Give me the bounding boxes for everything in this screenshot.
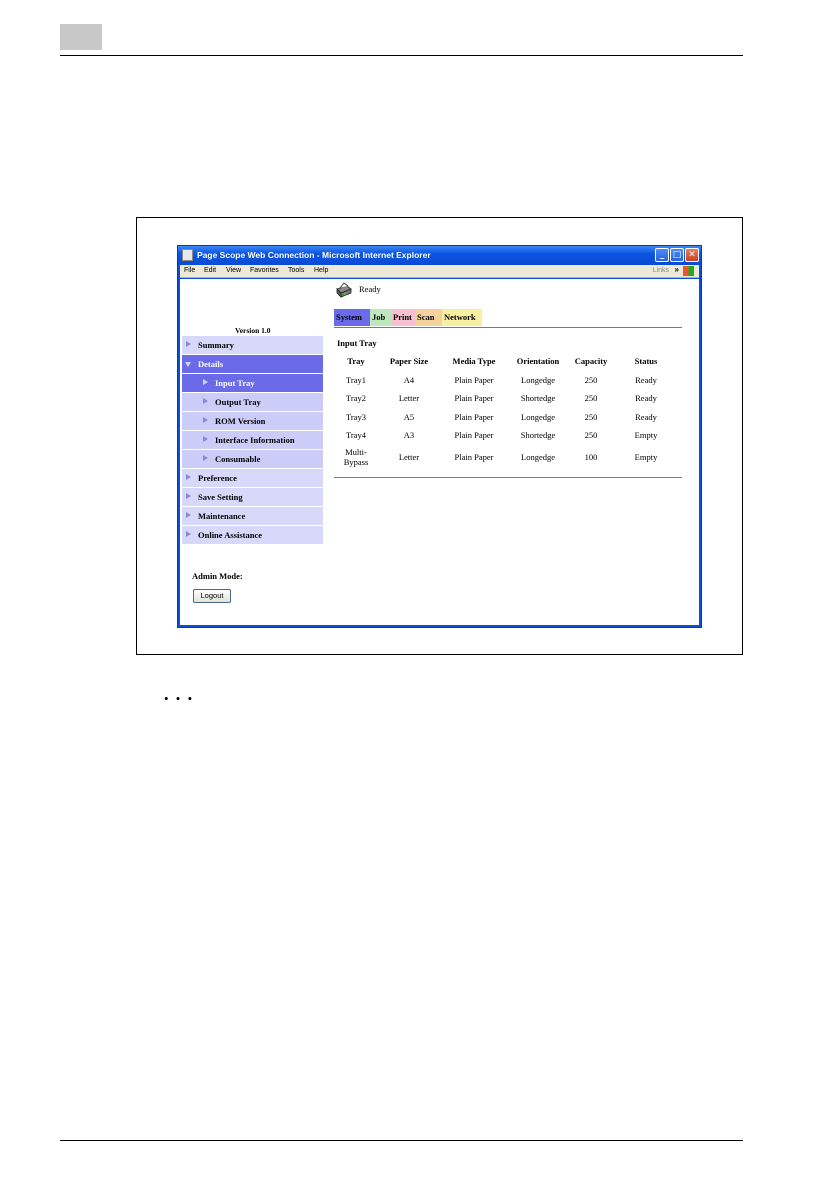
sidebar-item-save-setting[interactable]	[182, 488, 323, 507]
table-row	[334, 389, 682, 408]
maximize-button[interactable]: □	[670, 248, 684, 262]
sidebar-item-label: Consumable	[215, 454, 261, 464]
close-button[interactable]: ✕	[685, 248, 699, 262]
table-cell: Tray4	[346, 430, 366, 440]
menu-bar	[180, 265, 699, 278]
table-cell: Plain Paper	[454, 393, 494, 403]
table-cell: Tray3	[346, 411, 366, 422]
sidebar-item-output-tray[interactable]	[182, 393, 323, 412]
sidebar-item-label: Summary	[198, 340, 234, 350]
table-cell: Letter	[398, 393, 420, 403]
chevron-right-icon[interactable]: »	[674, 265, 679, 274]
table-row	[334, 408, 682, 427]
table-cell: Plain Paper	[454, 374, 494, 385]
arrow-right-icon	[186, 493, 191, 499]
sidebar-item-label: Input Tray	[215, 378, 255, 388]
printer-icon	[335, 282, 352, 298]
table-row	[334, 426, 682, 445]
sidebar-item-input-tray[interactable]	[182, 374, 323, 393]
menu-file[interactable]: File	[184, 267, 196, 274]
note-marker: • • •	[164, 691, 195, 706]
column-header: Capacity	[574, 356, 608, 366]
table-cell: Multi- Bypass	[343, 446, 369, 467]
menu-edit[interactable]: Edit	[204, 267, 217, 274]
arrow-right-icon	[203, 455, 208, 461]
table-cell: A3	[403, 430, 415, 440]
page-number-tab	[60, 24, 102, 50]
table-cell: 250	[584, 411, 598, 422]
tab-scan[interactable]: Scan	[415, 309, 442, 326]
table-cell: A5	[403, 411, 415, 422]
table-cell: 250	[584, 393, 598, 403]
menu-favorites[interactable]: Favorites	[250, 267, 279, 274]
column-header: Orientation	[516, 356, 560, 366]
table-bottom-rule	[334, 477, 682, 478]
sidebar-item-label: Interface Information	[215, 435, 295, 445]
sidebar-item-label: Online Assistance	[198, 530, 262, 540]
column-header: Status	[634, 356, 658, 366]
tab-print[interactable]: Print	[391, 309, 415, 326]
menu-view[interactable]: View	[226, 267, 242, 274]
sidebar-item-label: Preference	[198, 473, 237, 483]
table-cell: Shortedge	[520, 430, 556, 440]
sidebar-item-label: Details	[198, 359, 224, 369]
input-tray-table	[334, 352, 682, 473]
sidebar-item-label: Maintenance	[198, 511, 246, 521]
printer-status: Ready	[359, 284, 381, 294]
column-header: Media Type	[452, 356, 496, 366]
footer-rule	[60, 1140, 743, 1141]
table-cell: Plain Paper	[454, 411, 494, 422]
ie-page-icon	[182, 249, 193, 261]
tab-job[interactable]: Job	[370, 309, 391, 326]
sidebar-item-maintenance[interactable]	[182, 507, 323, 526]
table-row	[334, 445, 682, 473]
tab-network[interactable]: Network	[442, 309, 482, 326]
table-cell: Plain Paper	[454, 430, 494, 440]
table-cell: Longedge	[521, 451, 555, 462]
arrow-down-icon	[185, 362, 191, 367]
sidebar-item-rom-version[interactable]	[182, 412, 323, 431]
table-cell: 100	[584, 451, 598, 462]
column-header: Paper Size	[389, 356, 429, 366]
arrow-right-icon	[203, 398, 208, 404]
table-cell: Tray1	[346, 374, 366, 385]
minimize-button[interactable]: _	[655, 248, 669, 262]
arrow-right-icon	[203, 417, 208, 423]
sidebar-item-label: Output Tray	[215, 397, 261, 407]
section-title: Input Tray	[337, 338, 377, 348]
logout-button[interactable]: Logout	[193, 589, 231, 603]
table-cell: 250	[584, 374, 598, 385]
arrow-right-icon	[186, 474, 191, 480]
sidebar-item-interface-information[interactable]	[182, 431, 323, 450]
sidebar-item-details[interactable]	[182, 355, 323, 374]
sidebar-item-label: Save Setting	[198, 492, 243, 502]
browser-window	[177, 245, 702, 628]
windows-logo-icon	[683, 266, 694, 276]
version-label: Version 1.0	[235, 326, 271, 335]
table-cell: Letter	[398, 451, 420, 462]
arrow-right-icon	[186, 512, 191, 518]
table-cell: Longedge	[521, 411, 555, 422]
header-rule	[60, 55, 743, 56]
sidebar-item-consumable[interactable]	[182, 450, 323, 469]
arrow-right-icon	[186, 341, 191, 347]
table-cell: Empty	[634, 451, 658, 462]
table-row	[334, 371, 682, 390]
table-cell: Tray2	[346, 393, 366, 403]
table-cell: A4	[403, 374, 415, 385]
sidebar-item-label: ROM Version	[215, 416, 266, 426]
title-bar[interactable]	[178, 246, 701, 265]
tab-divider	[334, 327, 682, 328]
arrow-right-icon	[186, 531, 191, 537]
sidebar-item-summary[interactable]	[182, 336, 323, 355]
menu-help[interactable]: Help	[314, 267, 329, 274]
table-header-row	[334, 352, 682, 371]
table-cell: Longedge	[521, 374, 555, 385]
table-cell: Ready	[635, 411, 657, 422]
table-cell: 250	[584, 430, 598, 440]
sidebar-item-preference[interactable]	[182, 469, 323, 488]
table-cell: Plain Paper	[454, 451, 494, 462]
sidebar	[182, 336, 323, 545]
menu-tools[interactable]: Tools	[288, 267, 305, 274]
arrow-right-icon	[203, 379, 208, 385]
table-cell: Ready	[635, 393, 657, 403]
window-title: Page Scope Web Connection - Microsoft Internet Explorer	[197, 250, 431, 260]
links-toolbar[interactable]: Links	[652, 267, 669, 274]
sidebar-item-online-assistance[interactable]	[182, 526, 323, 545]
table-cell: Empty	[634, 430, 658, 440]
table-cell: Ready	[635, 374, 657, 385]
page-content	[180, 279, 699, 625]
arrow-right-icon	[203, 436, 208, 442]
table-cell: Shortedge	[520, 393, 556, 403]
tab-system[interactable]: System	[334, 309, 370, 326]
column-header: Tray	[347, 356, 365, 366]
admin-mode-label: Admin Mode:	[192, 571, 243, 581]
